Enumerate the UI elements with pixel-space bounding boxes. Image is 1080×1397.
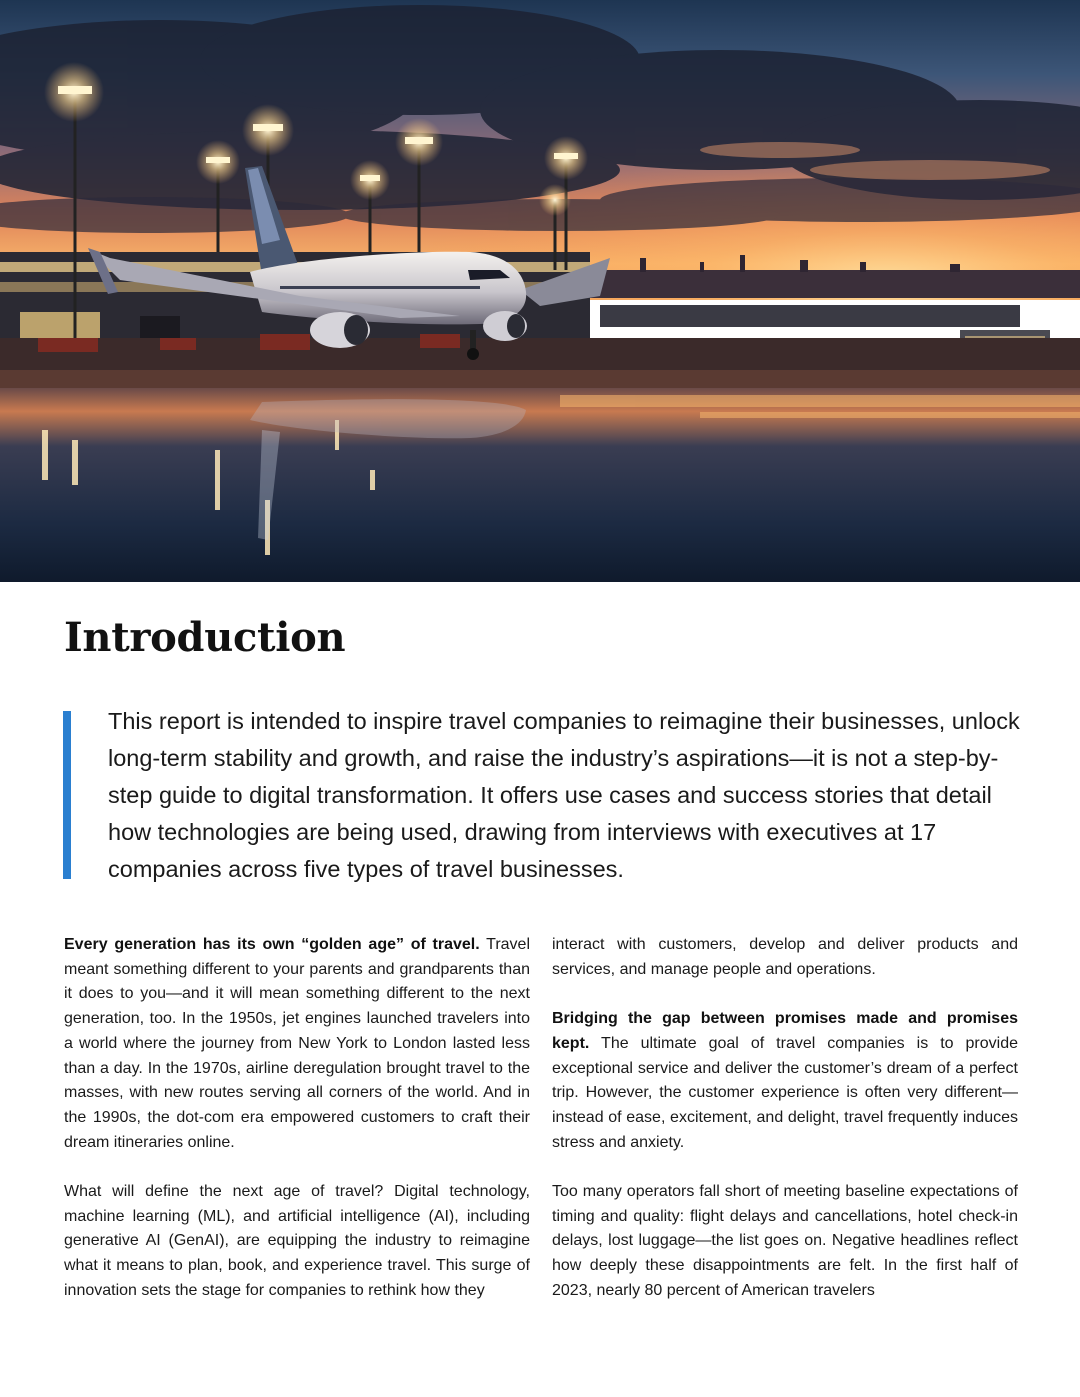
paragraph-lead: Bridging the gap between promises made and promises kept. — [552, 1010, 1018, 1052]
paragraph-golden-age — [64, 933, 530, 1155]
callout-accent-bar — [63, 711, 71, 879]
page-title: Introduction — [64, 614, 346, 661]
paragraph-text: interact with customers, develop and deliver products and services, and manage people and operations. — [552, 936, 1018, 978]
paragraph-text: Travel meant something different to your parents and grandparents than it does to you—and it will mean something different to the next generation, too. In the 1950s, jet engines launched travelers into a world where the journey from New York to London lasted less than a day. In the 1970s, airline deregulation brought travel to the masses, with new routes serving all corners of the world. And in the 1990s, the dot-com era empowered customers to craft their dream itineraries online. — [64, 936, 531, 1151]
body-column-left — [64, 933, 530, 1328]
paragraph-continued — [552, 933, 1018, 982]
paragraph-next-age — [64, 1180, 530, 1304]
paragraph-operators — [552, 1180, 1018, 1304]
body-column-right — [552, 933, 1018, 1328]
callout-text: This report is intended to inspire travel companies to reimagine their businesses, unlock long-term stability and growth, and raise the industry’s aspirations—it is not a step-by-step guide to digital transformation. It offers use cases and success stories that detail how technologies are being used, drawing from interviews with executives at 17 companies across five types of travel businesses. — [108, 708, 1020, 882]
paragraph-bridging-gap — [552, 1007, 1018, 1155]
paragraph-text: The ultimate goal of travel companies is to provide exceptional service and deliver the customer’s dream of a perfect trip. However, the customer experience is often very different—instead of ease, excitement, and delight, travel frequently induces stress and anxiety. — [552, 1034, 1018, 1151]
paragraph-text: What will define the next age of travel? Digital technology, machine learning (ML), and artificial intelligence (AI), including generative AI (GenAI), are equipping the industry to reimagine what it means to plan, book, and experience travel. This surge of innovation sets the stage for companies to rethink how they — [64, 1183, 530, 1299]
paragraph-text: Too many operators fall short of meeting baseline expectations of timing and quality: flight delays and cancellations, hotel check-in delays, lost luggage—the list goes on. Negative headlines reflect how deeply these disappointments are felt. In the first half of 2023, nearly 80 percent of American travelers — [552, 1183, 1018, 1299]
paragraph-lead: Every generation has its own “golden age” of travel. — [64, 936, 480, 953]
hero-image — [0, 0, 1080, 582]
